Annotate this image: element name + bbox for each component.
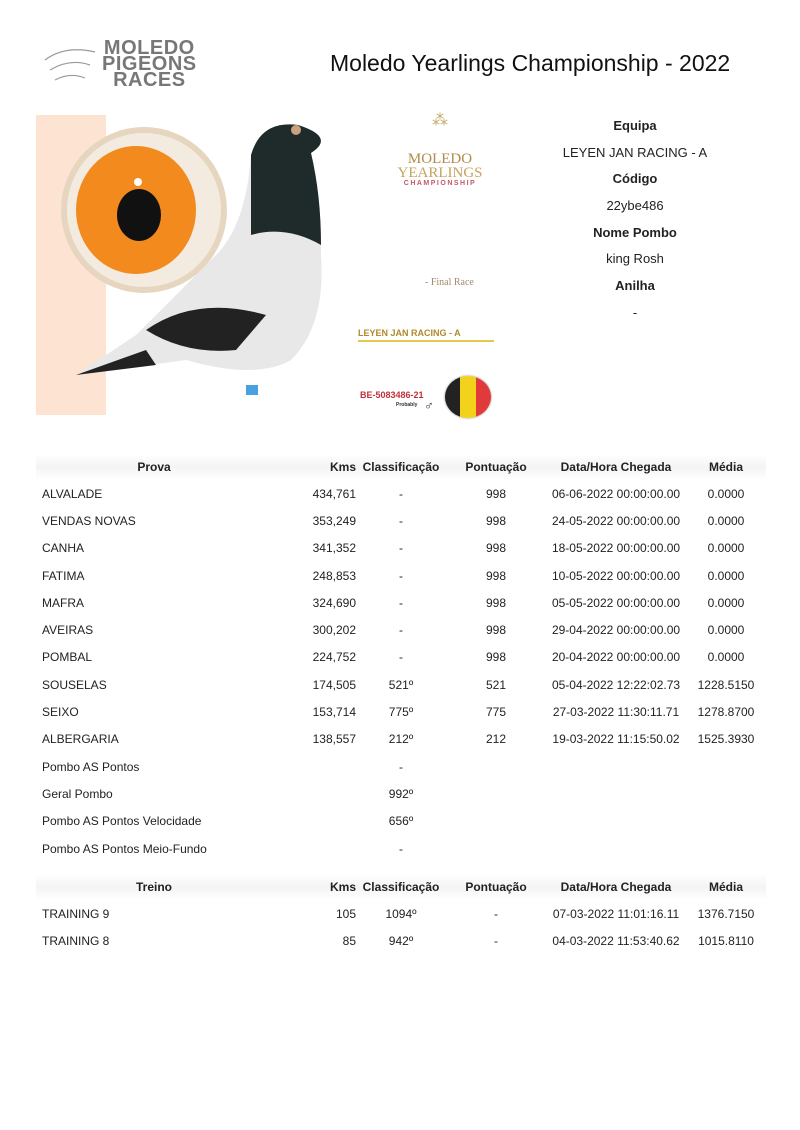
summary-row [36,835,766,862]
probably-label: Probably [396,402,418,408]
table-row [36,507,766,534]
cell: 0.0000 [707,486,745,501]
cell [446,808,546,835]
championship-logo [385,110,495,187]
cell: TRAINING 8 [42,933,110,948]
col-media: Média [686,454,766,480]
cell: 29-04-2022 00:00:00.00 [551,623,681,638]
cell: 224,752 [312,650,356,665]
cell: 324,690 [312,595,356,610]
cell: 998 [485,513,507,528]
logo-line: PIGEONS [102,53,197,75]
cell: - [399,650,403,665]
table-row [36,480,766,507]
cell [686,808,766,835]
cell [546,808,686,835]
col-kms: Kms [266,454,356,480]
summary-label: Geral Pombo [42,786,113,801]
cell: 1228.5150 [697,677,755,692]
cell: - [399,595,403,610]
cell: 19-03-2022 11:15:50.02 [552,732,680,747]
col-pontuacao: Pontuação [446,454,546,480]
cell [446,835,546,862]
cell: 0.0000 [707,650,745,665]
cell: 0.0000 [707,513,745,528]
summary-label: Pombo AS Pontos Meio-Fundo [42,841,207,856]
cell [686,835,766,862]
cell: 138,557 [312,732,356,747]
cell [686,780,766,807]
cell: CANHA [42,541,85,556]
table-row [36,900,766,927]
table-header [36,874,766,900]
anilha-label: Anilha [615,278,655,294]
cell: 105 [335,906,356,921]
cell: 1094º [385,906,417,921]
table-row [36,927,766,954]
card-team-name: LEYEN JAN RACING - A [358,328,494,342]
cell: 998 [485,595,507,610]
cell: 85 [342,933,356,948]
cell: SEIXO [42,705,79,720]
cell: 300,202 [312,623,356,638]
summary-row [36,780,766,807]
cell: 0.0000 [707,541,745,556]
cell: 998 [485,541,507,556]
cell [266,808,356,835]
summary-label: Pombo AS Pontos [42,759,140,774]
summary-label: Pombo AS Pontos Velocidade [42,814,202,829]
summary-value: - [399,841,403,856]
cell: 18-05-2022 00:00:00.00 [551,541,681,556]
table-row [36,616,766,643]
cell: 04-03-2022 11:53:40.62 [552,933,680,948]
col-data-hora: Data/Hora Chegada [546,874,686,900]
col-data-hora: Data/Hora Chegada [546,454,686,480]
champ-logo-line: MOLEDO [407,151,473,167]
cell [546,753,686,780]
cell: ALVALADE [42,486,103,501]
summary-value: 656º [388,814,414,829]
belgium-flag-icon [445,376,491,418]
cell: - [399,486,403,501]
cell: 998 [485,486,507,501]
cell [446,780,546,807]
cell: 06-06-2022 00:00:00.00 [551,486,681,501]
summary-value: - [399,759,403,774]
codigo-label: Código [612,171,658,187]
cell [446,753,546,780]
cell: 10-05-2022 00:00:00.00 [551,568,681,583]
cell: MAFRA [42,595,84,610]
codigo-value: 22ybe486 [606,198,664,214]
logo-line: RACES [113,69,186,91]
champ-logo-line: YEARLINGS [397,165,483,181]
cell: VENDAS NOVAS [42,513,136,528]
cell: 05-04-2022 12:22:02.73 [551,677,681,692]
cell: - [494,906,498,921]
cell: 1278.8700 [697,705,755,720]
cell: - [399,513,403,528]
male-symbol-icon: ♂ [424,398,434,413]
cell: SOUSELAS [42,677,107,692]
cell [546,835,686,862]
cell: 521º [388,677,414,692]
cell: 998 [485,568,507,583]
cell: 998 [485,650,507,665]
cell: ALBERGARIA [42,732,119,747]
table-header [36,454,766,480]
table-row [36,535,766,562]
table-row [36,671,766,698]
col-classificacao: Classificação [356,874,446,900]
col-media: Média [686,874,766,900]
cell: AVEIRAS [42,623,94,638]
cell: - [399,568,403,583]
cell: 1525.3930 [697,732,755,747]
cell: 248,853 [312,568,356,583]
cell: 212 [485,732,507,747]
pigeon-info [520,118,750,332]
moledo-pigeons-logo [40,37,230,92]
logo-line: MOLEDO [103,37,195,59]
cell: 20-04-2022 00:00:00.00 [551,650,681,665]
equipa-value: LEYEN JAN RACING - A [562,144,708,160]
cell [686,753,766,780]
cell: TRAINING 9 [42,906,110,921]
final-race-label: - Final Race [425,277,474,288]
col-treino: Treino [36,874,266,900]
table-row [36,589,766,616]
birds-icon: ⁂ [432,112,448,129]
cell: 775º [388,705,414,720]
cell: 174,505 [312,677,356,692]
cell: 341,352 [312,541,356,556]
races-table [36,454,766,862]
cell [266,753,356,780]
cell [546,780,686,807]
cell: 0.0000 [707,623,745,638]
col-kms: Kms [266,874,356,900]
table-row [36,562,766,589]
col-prova: Prova [36,454,266,480]
col-pontuacao: Pontuação [446,874,546,900]
champ-logo-line: CHAMPIONSHIP [403,180,477,187]
pigeon-photo [36,115,346,415]
page-title: Moledo Yearlings Championship - 2022 [330,50,731,76]
cell: 1015.8110 [698,933,754,948]
training-table [36,874,766,955]
summary-value: 992º [388,786,414,801]
col-classificacao: Classificação [356,454,446,480]
cell: FATIMA [42,568,85,583]
cell: 0.0000 [707,568,745,583]
cell [266,780,356,807]
cell: 07-03-2022 11:01:16.11 [552,906,680,921]
nome-label: Nome Pombo [593,224,677,240]
cell: 1376.7150 [697,906,755,921]
cell: 05-05-2022 00:00:00.00 [551,595,681,610]
cell: 212º [388,732,414,747]
cell: POMBAL [42,650,93,665]
equipa-label: Equipa [613,118,657,133]
anilha-value: - [632,304,638,320]
ring-number: BE-5083486-21 [360,390,424,400]
summary-row [36,808,766,835]
cell: 942º [388,933,414,948]
cell: - [494,933,498,948]
cell: 434,761 [312,486,356,501]
cell: 0.0000 [707,595,745,610]
nome-value: king Rosh [606,251,664,267]
table-row [36,726,766,753]
summary-row [36,753,766,780]
cell: 24-05-2022 00:00:00.00 [551,513,681,528]
cell: 27-03-2022 11:30:11.71 [552,705,680,720]
pigeon-sketch-icon [40,40,100,90]
cell: 353,249 [312,513,356,528]
cell: 775 [485,705,507,720]
cell [266,835,356,862]
cell: 153,714 [312,705,356,720]
cell: 998 [485,623,507,638]
cell: - [399,623,403,638]
cell: - [399,541,403,556]
cell: 521 [485,677,507,692]
table-row [36,644,766,671]
table-row [36,698,766,725]
